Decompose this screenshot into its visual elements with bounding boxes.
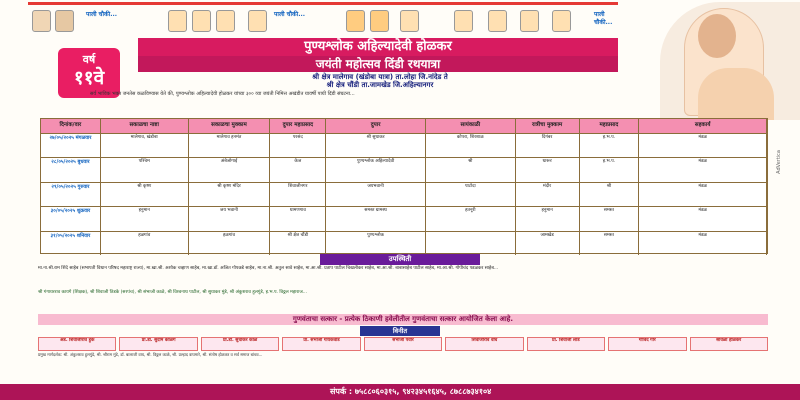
organizer-card [527,337,605,351]
table-cell: समस्त [580,207,640,230]
contact-footer [0,384,800,400]
table-cell: पाटोदा [426,183,516,206]
table-header-afternoon: दुपार [326,119,426,133]
row-date: २८/०५/२०२५ बुधवार [41,158,101,181]
table-cell: हनुमान [516,207,580,230]
poster-title-line2: जयंती महोत्सव दिंडी रथयात्रा [138,56,618,72]
table-cell: शिवाजीनगर [270,183,326,206]
table-row [41,206,767,230]
table-cell: हतनूरी [426,207,516,230]
organizer-card [282,337,360,351]
organizer-card [445,337,523,351]
table-cell: समस्त ग्रामस्थ [326,207,426,230]
portrait-thumbnail [248,10,267,32]
table-cell: अंबेजोगाई [189,158,271,181]
route-line2: श्री क्षेत्र चौंडी ता.जामखेड जि.अहिल्यानगर [326,81,434,89]
table-cell: मंदीर [516,183,580,206]
portrait-thumbnail [520,10,539,32]
table-cell: मालेगाव हनमंत [189,134,271,157]
top-tag-2: पाली चौकी... [274,11,306,18]
table-cell: ह.भ.प. [580,134,640,157]
table-cell: मंडळ [639,183,767,206]
table-cell: श्री [580,183,640,206]
guests-list: मा.ना.श्री.राम शिंदे साहेब (सभापती विधान परिषद महाराष्ट्र राज्य), मा.खा.श्री. अशोक चव्हाण साहेब, मा.खा.डॉ. अजित गोपछडे साहेब, मा.ना.श्री. अतुल सावे साहेब, मा.आ.श्री. प्रताप पाटील चिखलीकर साहेब, मा.आ.श्री. बाबासाहेब पाटील साहेब, मा.आ.श्री. गोपीचंद पडळकर साहेब... [38,266,499,271]
row-date: ३०/०५/२०२५ शुक्रवार [41,207,101,230]
portrait-face [698,14,736,58]
table-cell: जय भवानी [189,207,271,230]
table-header-evening: सायंकाळी [426,119,516,133]
portrait-thumbnail [400,10,419,32]
organizer-card [364,337,442,351]
table-cell: पुण्यश्लोक [326,232,426,255]
table-cell: दिगंबर [516,134,580,157]
table-header-morning-halt: सकाळचा मुक्काम [189,119,271,133]
portrait-thumbnail [55,10,74,32]
organizer-name: संभाजी पवार [392,338,414,343]
watermark-text: AdVertica [776,150,782,174]
table-header-lunch: दुपार महाप्रसाद [270,119,326,133]
organizers-row [38,337,768,351]
schedule-table-header [41,119,767,133]
table-header-mahaprasad: महाप्रसाद [580,119,640,133]
row-date: ३१/०५/२०२५ शनिवार [41,232,101,255]
table-cell: मालेगाव, खंडोबा [101,134,189,157]
table-header-support: सहकार्य [639,119,767,133]
table-cell: श्री क्षेत्र चौंडी [270,232,326,255]
poster-header [0,0,800,118]
organizers-details: प्रमुख मार्गदर्शक: श्री. अंकुशराव हुलगुंडे, श्री. श्रीराम मुंडे, डॉ. बालाजी वाघ, श्री. विठ्ठल काळे, श्री. प्रल्हाद वाघमारे, श्री. संतोष होळकर व सर्व समाज बांधव... [38,352,263,357]
portrait-thumbnail [454,10,473,32]
table-row [41,182,767,206]
table-cell: समस्त [580,232,640,255]
year-badge-top: वर्ष [82,53,96,66]
table-cell: धामणगाव [270,207,326,230]
intro-paragraph: सर्व भाविक भक्त जनतेस कळविण्यास येते की, पुण्यश्लोक अहिल्यादेवी होळकर यांच्या ३०० व्या जयंती निमित्त अखंडीत यावर्षी पायी दिंडी संघटना... [90,91,355,97]
table-row [41,133,767,157]
table-cell [426,232,516,255]
organizer-name: प्रा.डी. सुधाकर काळे [223,338,258,343]
row-date: २९/०५/२०२५ गुरुवार [41,183,101,206]
table-cell: पश्चिम [101,158,189,181]
gratitude-band: गुणवंताचा सत्कार - प्रत्येक ठिकाणी हवेलीतील गुणवंताचा सत्कार आयोजित केला आहे. [38,314,768,325]
portrait-thumbnail [32,10,51,32]
top-tag-1: पाली चौकी... [86,11,118,18]
portrait-body [698,68,774,120]
table-cell: ह.भ.प. [580,158,640,181]
organizer-name: प्रा. शिवाजी लांडे [552,338,580,343]
route-line1: श्री क्षेत्र मालेगाव (खंडोबा यात्रा) ता.लोहा जि.नांदेड ते [312,73,448,81]
table-cell: श्री कृष्ण [101,183,189,206]
invite-banner: उपस्थिती [320,254,480,265]
table-cell: मंडळ [639,158,767,181]
poster-title-line1: पुण्यश्लोक अहिल्यादेवी होळकर [138,38,618,56]
schedule-table [40,118,768,254]
row-date: २७/०५/२०२५ मंगळवार [41,134,101,157]
portrait-thumbnail [216,10,235,32]
award-lines: श्री गंगाधरराव कायगे (शिक्षक), श्री शिवाजी तिडके (सरपंच), श्री संभाजी काळे, श्री विश्वनाथ पाटील, श्री सुधाकर मुंडे, श्री अंकुशराव हुलगुंडे, ह.भ.प. विठ्ठल महाराज... [38,290,308,295]
table-cell: पुण्यश्लोक अहिल्यादेवी [326,158,426,181]
table-cell: हळगांव [101,232,189,255]
table-cell: धारूर [516,158,580,181]
portrait-thumbnail [552,10,571,32]
portrait-thumbnail [488,10,507,32]
table-cell: केज [270,158,326,181]
table-cell: श्री सुधाकर [326,134,426,157]
organizer-card [690,337,768,351]
portrait-thumbnail [168,10,187,32]
table-cell: श्री कृष्ण मंदिर [189,183,271,206]
table-cell: परसंद [270,134,326,157]
organizer-name: प्रा.डॉ. सुदाम कोळगे [141,338,176,343]
portrait-thumbnail [192,10,211,32]
table-row [41,157,767,181]
portrait-thumbnail [370,10,389,32]
table-cell: हळगांव [189,232,271,255]
organizer-card [608,337,686,351]
top-tag-3: पाली चौकी... [594,11,613,26]
table-header-breakfast: सकाळचा नाष्टा [101,119,189,133]
table-cell: जयभवानी [326,183,426,206]
table-header-night-halt: रात्रीचा मुक्काम [516,119,580,133]
table-cell: मंडळ [639,207,767,230]
organizer-card [38,337,116,351]
contact-numbers: संपर्क : ७५८८०६०३१५, ९४२३४५१६४५, ८७८८७३४१०४ [330,387,492,396]
organizer-card [119,337,197,351]
organizer-card [201,337,279,351]
table-cell: मंडळ [639,134,767,157]
table-cell: हनुमान [101,207,189,230]
top-photo-strip [28,2,618,32]
portrait-thumbnail [346,10,365,32]
table-row [41,231,767,255]
organizer-name: शिवाजीराव वाघ [471,338,498,343]
organizer-name: ॲड. शिवाजीराव हुके [59,338,95,343]
table-cell: श्री [426,158,516,181]
organizer-name: प्रा. संभाजी गायकवाड [303,338,340,343]
year-badge-number: ११वे [73,67,105,89]
ahilyadevi-portrait [660,2,800,120]
vinit-label: विनीत [360,326,440,336]
organizer-name: गोविंद गोरे [638,338,656,343]
table-header-date: दिनांक/वार [41,119,101,133]
table-cell: मंडळ [639,232,767,255]
table-cell: कोपरा, शिरशाळ [426,134,516,157]
table-cell: जामखेड [516,232,580,255]
organizer-name: सावळा होळकर [716,338,742,343]
invite-strip [0,254,800,266]
